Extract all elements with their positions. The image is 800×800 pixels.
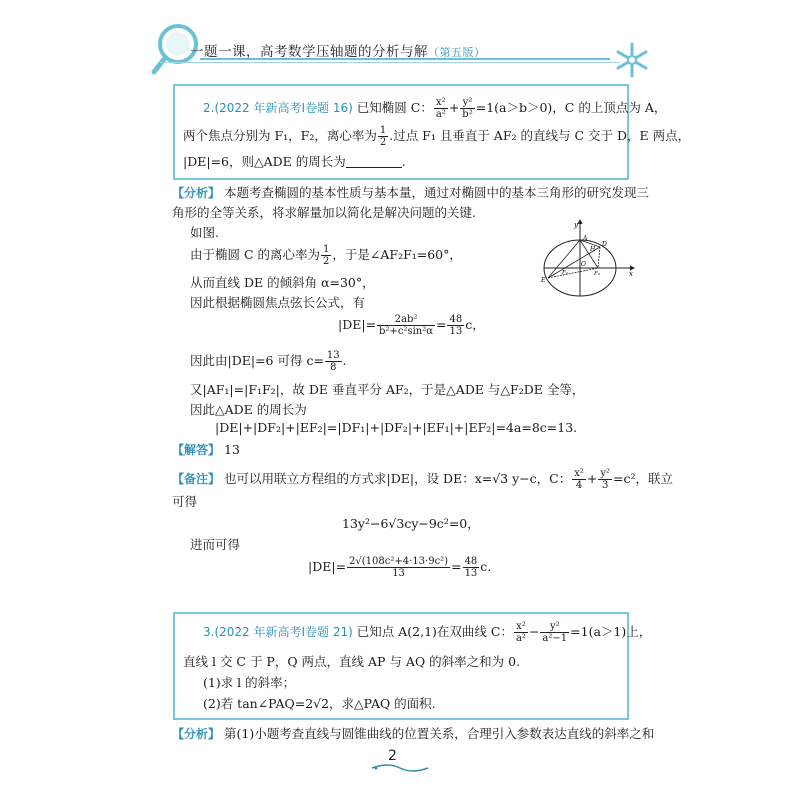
answer2 — [172, 441, 240, 458]
analysis2-p1b: 角形的全等关系，将求解量加以简化是解决问题的关键. — [172, 205, 476, 220]
label-a: A — [583, 235, 588, 242]
label-x: x — [629, 270, 633, 278]
note2-p2: 可得 — [172, 494, 198, 509]
ellipse-figure — [530, 218, 640, 298]
page-number: 2 — [388, 748, 397, 764]
note-tag: 【备注】 — [172, 472, 221, 486]
header-edition: （第五版） — [428, 46, 486, 59]
f4-frac: $\frac{\text{2√(108c²+4·13·9c²)}}{13}$ — [349, 556, 449, 579]
answer-tag: 【解答】 — [172, 443, 221, 457]
label-h: H — [590, 246, 596, 253]
page-header — [0, 0, 800, 80]
question-2-box — [173, 84, 691, 180]
f1-result-frac: $\frac{48}{13}$ — [449, 314, 463, 337]
analysis-tag: 【分析】 — [172, 186, 221, 200]
label-y: y — [574, 221, 578, 229]
note-frac-x: $\frac{\text{x²}}{4}$ — [574, 468, 584, 491]
note2-p1: 【备注】 也可以用联立方程组的方式求|DE|，设 DE：x=√3 y−c，C： $\frac{\text{x²}}{4}$ + $\frac{\text{y²}}{3}$ =c²，联立 — [172, 468, 674, 491]
analysis2-p7: 又|AF₁|=|F₁F₂|，故 DE 垂直平分 AF₂，于是△ADE 与△F₂DE 全等， — [190, 382, 585, 397]
formula-perimeter: |DE|+|DF₂|+|EF₂|=|DF₁|+|DF₂|+|EF₁|+|EF₂|=4a=8c=13. — [215, 420, 578, 435]
q2-line3: |DE|=6，则△ADE 的周长为 . — [183, 154, 406, 169]
page-ornament — [368, 762, 432, 774]
note-frac-y: $\frac{\text{y²}}{3}$ — [600, 468, 611, 491]
q2-source: (2022 年新高考Ⅰ卷题 16) — [214, 101, 353, 115]
note2-p3: 进而可得 — [190, 537, 241, 552]
analysis2-p5: 因此根据椭圆焦点弦长公式，有 — [190, 295, 366, 310]
f1-frac: $\frac{\text{2ab²}}{\text{b²+c²sin²α}}$ — [379, 314, 433, 337]
analysis2-p1: 【分析】 本题考查椭圆的基本性质与基本量，通过对椭圆中的基本三角形的研究发现三 — [172, 185, 650, 200]
line-df2 — [598, 247, 600, 268]
f4-result-frac: $\frac{48}{13}$ — [464, 556, 478, 579]
q3-line1: 3.(2022 年新高考Ⅰ卷题 21) 已知点 A(2,1)在双曲线 C： $\frac{\text{x²}}{\text{a²}}$ − $\frac{\text{y²}}{\text{a²−1}}$ =1(a＞1)上， — [203, 621, 652, 644]
header-rule-thin — [160, 62, 620, 63]
label-e: E — [541, 277, 546, 284]
answer-value: 13 — [224, 442, 240, 457]
p6-frac: $\frac{13}{8}$ — [326, 350, 340, 373]
analysis2-p8: 因此△ADE 的周长为 — [190, 402, 307, 417]
q2-number: 2. — [203, 101, 215, 115]
formula-de-alt: |DE|= $\frac{\text{2√(108c²+4·13·9c²)}}{13}$ = $\frac{48}{13}$ c. — [308, 556, 492, 579]
label-d: D — [602, 241, 607, 248]
analysis3-p1: 【分析】 第(1)小题考查直线与圆锥曲线的位置关系，合理引入参数表达直线的斜率之和 — [172, 726, 655, 741]
label-f2: F₂ — [594, 271, 601, 277]
label-f1: F₁ — [562, 270, 569, 276]
formula-de-length: |DE|= $\frac{\text{2ab²}}{\text{b²+c²sin²α}}$ = $\frac{48}{13}$ c， — [338, 314, 485, 337]
analysis2-p6: 因此由|DE|=6 可得 c= $\frac{13}{8}$ . — [190, 350, 347, 373]
p3-frac: $\frac{1}{2}$ — [323, 244, 330, 267]
q3-line4: (2)若 tan∠PAQ=2√2，求△PAQ 的面积. — [203, 696, 436, 711]
header-title-text: 一题一课，高考数学压轴题的分析与解 — [190, 44, 428, 60]
analysis2-p3: 由于椭圆 C 的离心率为 $\frac{1}{2}$ ，于是∠AF₂F₁=60°， — [190, 244, 462, 267]
snowflake-icon — [612, 40, 652, 80]
q2-frac-y: $\frac{\text{y²}}{\text{b²}}$ — [462, 97, 473, 120]
q2-frac-x: $\frac{\text{x²}}{\text{a²}}$ — [435, 97, 446, 120]
q3-frac-y: $\frac{\text{y²}}{\text{a²−1}}$ — [542, 621, 568, 644]
question-3-box — [173, 612, 652, 720]
q3-number: 3. — [203, 625, 215, 639]
label-o: O — [581, 261, 586, 268]
q3-line2: 直线 l 交 C 于 P，Q 两点，直线 AP 与 AQ 的斜率之和为 0. — [183, 654, 521, 669]
q3-source: (2022 年新高考Ⅰ卷题 21) — [214, 625, 353, 639]
formula-quadratic: 13y²−6√3cy−9c²=0， — [342, 516, 480, 531]
analysis2-p4: 从而直线 DE 的倾斜角 α=30°， — [190, 275, 375, 290]
q3-line3: (1)求 l 的斜率； — [203, 675, 296, 690]
q3-frac-x: $\frac{\text{x²}}{\text{a²}}$ — [515, 621, 526, 644]
q2-line1: 2.(2022 年新高考Ⅰ卷题 16) 已知椭圆 C： $\frac{\text{x²}}{\text{a²}}$ + $\frac{\text{y²}}{\text{b²}}$ =1(a＞b＞0)，C 的上顶点为 A， — [203, 97, 667, 120]
header-title — [190, 40, 486, 60]
analysis3-tag: 【分析】 — [172, 727, 221, 741]
answer-blank — [346, 155, 402, 168]
q2-eccentricity: $\frac{1}{2}$ — [379, 125, 387, 148]
q2-text: 已知椭圆 C： — [356, 100, 433, 115]
analysis2-p2: 如图. — [190, 225, 219, 240]
q2-line2: 两个焦点分别为 F₁，F₂，离心率为 $\frac{1}{2}$ .过点 F₁ 且垂直于 AF₂ 的直线与 C 交于 D，E 两点， — [183, 125, 691, 148]
